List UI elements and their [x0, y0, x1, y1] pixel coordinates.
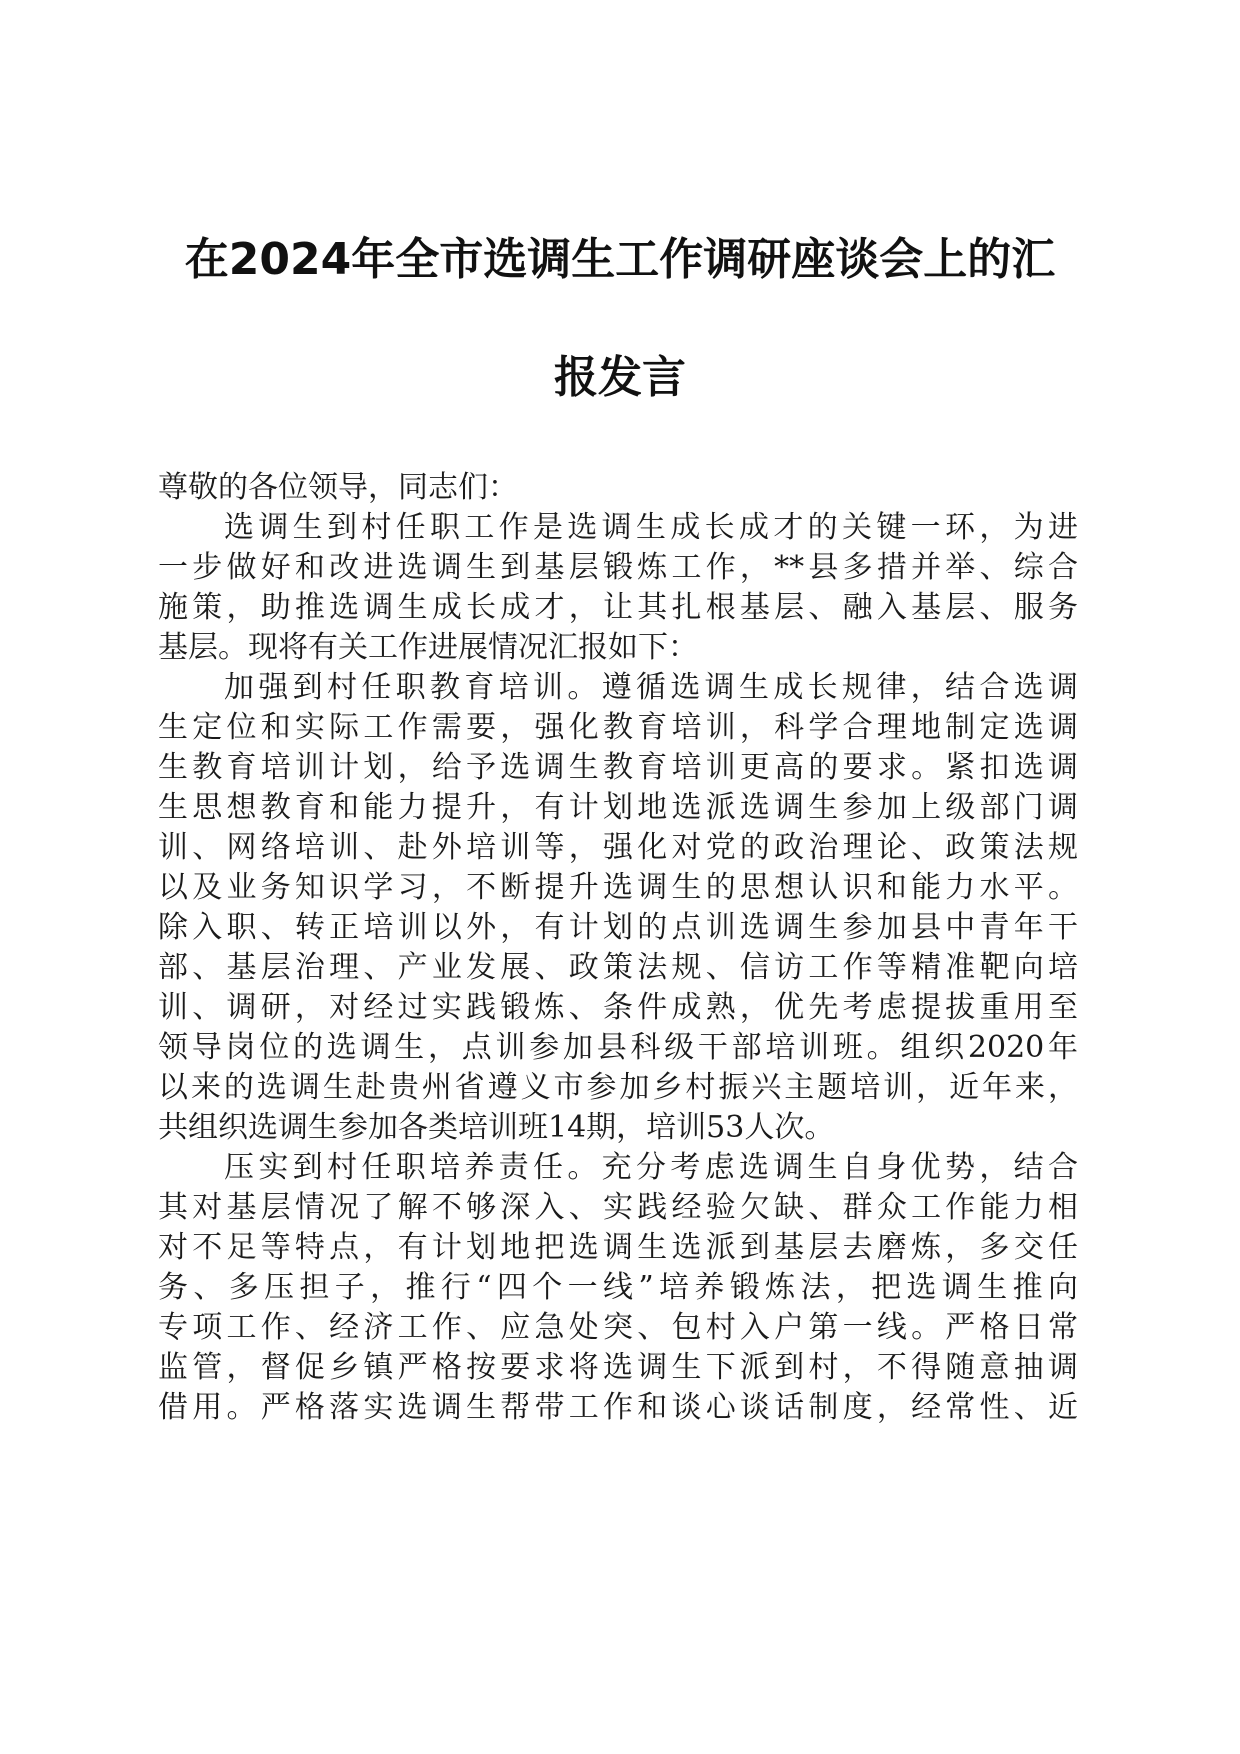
paragraph-line: 专项工作、经济工作、应急处突、包村入户第一线。严格日常: [158, 1310, 1078, 1345]
paragraph-line: 除入职、转正培训以外，有计划的点训选调生参加县中青年干: [158, 910, 1078, 945]
paragraph-line: 生教育培训计划，给予选调生教育培训更高的要求。紧扣选调: [158, 750, 1078, 785]
paragraph-line: 加强到村任职教育培训。遵循选调生成长规律，结合选调: [224, 670, 1078, 705]
document-title-line-1: 在2024年全市选调生工作调研座谈会上的汇: [184, 234, 1056, 285]
paragraph-line: 一步做好和改进选调生到基层锻炼工作，**县多措并举、综合: [158, 550, 1078, 585]
paragraph-line: 以来的选调生赴贵州省遵义市参加乡村振兴主题培训，近年来，: [158, 1070, 1078, 1105]
paragraph-line: 共组织选调生参加各类培训班14期，培训53人次。: [158, 1110, 835, 1145]
paragraph-line: 务、多压担子，推行“四个一线”培养锻炼法，把选调生推向: [158, 1270, 1078, 1305]
document-body: [158, 468, 1078, 1428]
salutation-line: 尊敬的各位领导，同志们：: [158, 470, 518, 505]
paragraph-line: 生定位和实际工作需要，强化教育培训，科学合理地制定选调: [158, 710, 1078, 745]
paragraph-line: 以及业务知识学习，不断提升选调生的思想认识和能力水平。: [158, 870, 1078, 905]
paragraph-line: 训、网络培训、赴外培训等，强化对党的政治理论、政策法规: [158, 830, 1078, 865]
paragraph-line: 基层。现将有关工作进展情况汇报如下：: [158, 630, 698, 665]
paragraph-line: 领导岗位的选调生，点训参加县科级干部培训班。组织2020年: [158, 1030, 1078, 1065]
paragraph-line: 训、调研，对经过实践锻炼、条件成熟，优先考虑提拔重用至: [158, 990, 1078, 1025]
paragraph-line: 部、基层治理、产业发展、政策法规、信访工作等精准靶向培: [158, 950, 1078, 985]
paragraph-line: 生思想教育和能力提升，有计划地选派选调生参加上级部门调: [158, 790, 1078, 825]
paragraph-line: 借用。严格落实选调生帮带工作和谈心谈话制度，经常性、近: [158, 1390, 1078, 1425]
paragraph-line: 压实到村任职培养责任。充分考虑选调生自身优势，结合: [224, 1150, 1078, 1185]
paragraph-line: 对不足等特点，有计划地把选调生选派到基层去磨炼，多交任: [158, 1230, 1078, 1265]
paragraph-line: 其对基层情况了解不够深入、实践经验欠缺、群众工作能力相: [158, 1190, 1078, 1225]
paragraph-line: 监管，督促乡镇严格按要求将选调生下派到村，不得随意抽调: [158, 1350, 1078, 1385]
paragraph-line: 选调生到村任职工作是选调生成长成才的关键一环，为进: [224, 510, 1078, 545]
paragraph-line: 施策，助推选调生成长成才，让其扎根基层、融入基层、服务: [158, 590, 1078, 625]
document-title-line-2: 报发言: [554, 352, 686, 403]
